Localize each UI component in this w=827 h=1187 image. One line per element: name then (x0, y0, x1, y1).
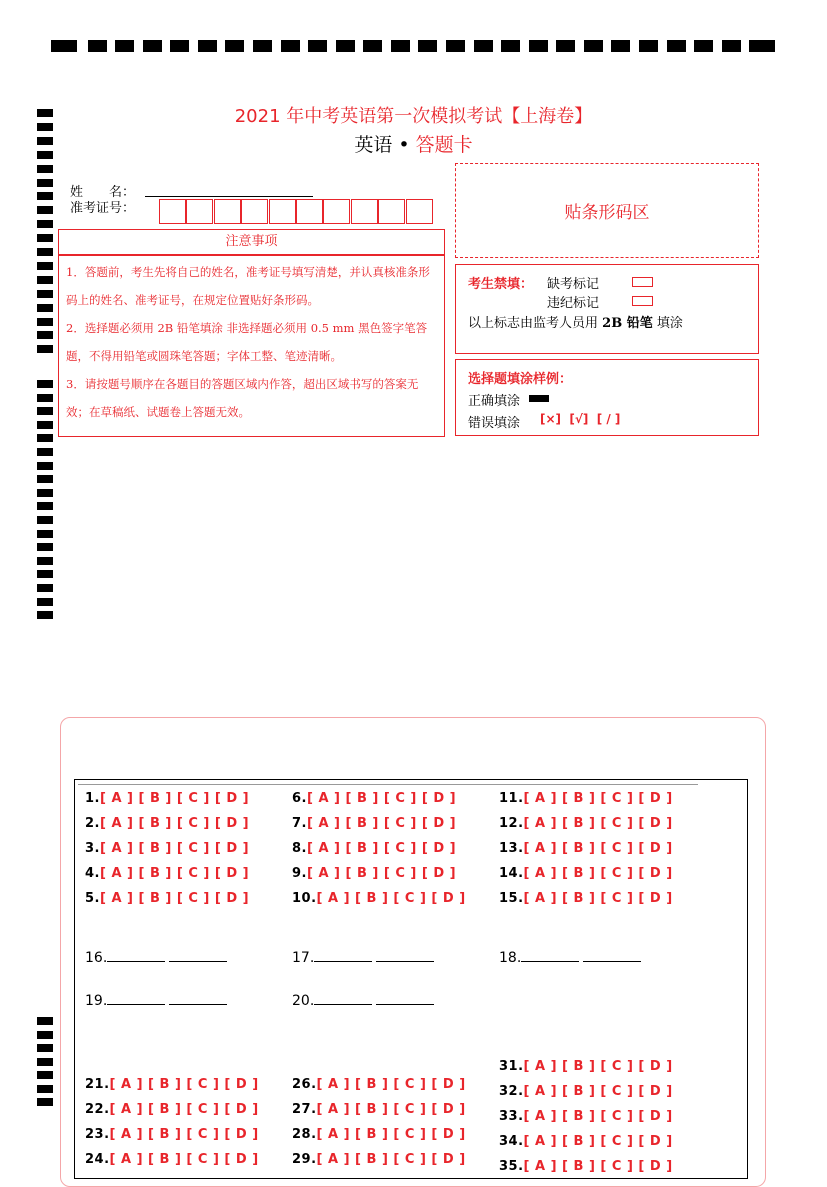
question-number: 14. (499, 866, 524, 881)
question-number: 17. (292, 950, 315, 966)
question-number: 1. (85, 791, 100, 806)
question-number: 4. (85, 866, 100, 881)
answer-blank[interactable] (169, 992, 227, 1005)
absent-label: 缺考标记 (547, 277, 600, 292)
sample-box (455, 359, 759, 436)
forbidden-note (468, 312, 683, 331)
answer-options[interactable]: [ A ] [ B ] [ C ] [ D ] (523, 816, 673, 831)
choice-question[interactable] (85, 891, 249, 906)
question-number: 18. (499, 950, 522, 966)
question-number: 27. (292, 1102, 317, 1117)
answer-options[interactable]: [ A ] [ B ] [ C ] [ D ] (109, 1102, 259, 1117)
question-number: 34. (499, 1134, 524, 1149)
answer-options[interactable]: [ A ] [ B ] [ C ] [ D ] (523, 841, 673, 856)
answer-options[interactable]: [ A ] [ B ] [ C ] [ D ] (316, 891, 466, 906)
notice-box (58, 255, 445, 437)
choice-question[interactable] (499, 866, 673, 881)
question-number: 10. (292, 891, 317, 906)
choice-question[interactable] (85, 816, 249, 831)
answer-options[interactable]: [ A ] [ B ] [ C ] [ D ] (523, 1134, 673, 1149)
answer-options[interactable]: [ A ] [ B ] [ C ] [ D ] (523, 1059, 673, 1074)
id-digit-cell[interactable] (214, 199, 241, 224)
choice-question[interactable] (292, 891, 466, 906)
fill-blank-question[interactable] (292, 949, 438, 966)
correct-label: 正确填涂 (468, 394, 521, 409)
question-number: 26. (292, 1077, 317, 1092)
violation-label: 违纪标记 (547, 296, 600, 311)
choice-question[interactable] (499, 1109, 673, 1124)
question-number: 3. (85, 841, 100, 856)
id-digit-cell[interactable] (159, 199, 186, 224)
exam-title: 2021 年中考英语第一次模拟考试【上海卷】 (234, 106, 593, 127)
card-title (0, 130, 827, 157)
choice-question[interactable] (499, 1159, 673, 1174)
wrong-marks: [×] [√] [ / ] (540, 412, 621, 426)
answer-options[interactable]: [ A ] [ B ] [ C ] [ D ] (306, 841, 457, 856)
id-digit-cell[interactable] (296, 199, 323, 224)
id-label: 准考证号： (70, 201, 136, 216)
id-digit-cell[interactable] (406, 199, 433, 224)
forbidden-note-suffix: 填涂 (656, 316, 683, 331)
question-number: 19. (85, 993, 108, 1009)
choice-question[interactable] (292, 1077, 466, 1092)
choice-question[interactable] (499, 1059, 673, 1074)
answer-options[interactable]: [ A ] [ B ] [ C ] [ D ] (99, 866, 250, 881)
answer-options[interactable]: [ A ] [ B ] [ C ] [ D ] (306, 791, 457, 806)
fill-blank-question[interactable] (499, 949, 645, 966)
correct-fill-sample (529, 395, 549, 402)
forbidden-box (455, 264, 759, 354)
forbidden-title: 考生禁填： (468, 277, 534, 292)
choice-question[interactable] (499, 1084, 673, 1099)
id-digit-cell[interactable] (351, 199, 378, 224)
sample-title: 选择题填涂样例： (468, 372, 573, 387)
question-number: 33. (499, 1109, 524, 1124)
question-number: 32. (499, 1084, 524, 1099)
answer-options[interactable]: [ A ] [ B ] [ C ] [ D ] (306, 816, 457, 831)
question-number: 20. (292, 993, 315, 1009)
fill-blank-question[interactable] (292, 992, 438, 1009)
answer-options[interactable]: [ A ] [ B ] [ C ] [ D ] (316, 1102, 466, 1117)
answer-options[interactable]: [ A ] [ B ] [ C ] [ D ] (523, 1109, 673, 1124)
question-number: 9. (292, 866, 307, 881)
barcode-label: 贴条形码区 (564, 203, 650, 223)
answer-options[interactable]: [ A ] [ B ] [ C ] [ D ] (523, 866, 673, 881)
answer-blank[interactable] (376, 949, 434, 962)
answer-blank[interactable] (521, 949, 579, 962)
title-dot: • (398, 134, 410, 156)
answer-options[interactable]: [ A ] [ B ] [ C ] [ D ] (99, 816, 250, 831)
answer-options[interactable]: [ A ] [ B ] [ C ] [ D ] (306, 866, 457, 881)
question-number: 8. (292, 841, 307, 856)
choice-question[interactable] (85, 866, 249, 881)
answer-rule (78, 784, 698, 785)
answer-options[interactable]: [ A ] [ B ] [ C ] [ D ] (99, 841, 250, 856)
choice-question[interactable] (85, 791, 249, 806)
id-digit-cell[interactable] (323, 199, 350, 224)
answer-options[interactable]: [ A ] [ B ] [ C ] [ D ] (109, 1152, 259, 1167)
question-number: 12. (499, 816, 524, 831)
question-number: 22. (85, 1102, 110, 1117)
fill-blank-question[interactable] (85, 949, 231, 966)
choice-question[interactable] (499, 1134, 673, 1149)
question-number: 2. (85, 816, 100, 831)
question-number: 28. (292, 1127, 317, 1142)
question-number: 15. (499, 891, 524, 906)
question-number: 13. (499, 841, 524, 856)
answer-options[interactable]: [ A ] [ B ] [ C ] [ D ] (99, 891, 250, 906)
choice-question[interactable] (499, 841, 673, 856)
choice-question[interactable] (85, 1077, 259, 1092)
answer-blank[interactable] (107, 992, 165, 1005)
notice-title: 注意事项 (225, 234, 278, 249)
question-number: 7. (292, 816, 307, 831)
question-number: 29. (292, 1152, 317, 1167)
forbidden-note-bold: 2B 铅笔 (602, 316, 653, 331)
choice-question[interactable] (292, 841, 456, 856)
name-field[interactable] (145, 196, 313, 197)
question-number: 23. (85, 1127, 110, 1142)
question-number: 31. (499, 1059, 524, 1074)
answer-blank[interactable] (314, 949, 372, 962)
question-number: 6. (292, 791, 307, 806)
choice-question[interactable] (499, 791, 673, 806)
question-number: 24. (85, 1152, 110, 1167)
question-number: 21. (85, 1077, 110, 1092)
barcode-area (455, 163, 759, 258)
answer-blank[interactable] (169, 949, 227, 962)
question-number: 11. (499, 791, 524, 806)
answer-blank[interactable] (314, 992, 372, 1005)
notice-item-2: 2．选择题必须用 2B 铅笔填涂 非选择题必须用 0.5 mm 黑色签字笔答题，不得用铅笔或圆珠笔答题；字体工整、笔迹清晰。 (66, 321, 428, 363)
answer-blank[interactable] (583, 949, 641, 962)
answer-options[interactable]: [ A ] [ B ] [ C ] [ D ] (316, 1077, 466, 1092)
wrong-label: 错误填涂 (468, 416, 521, 431)
forbidden-note-prefix: 以上标志由监考人员用 (468, 316, 599, 331)
choice-question[interactable] (499, 816, 673, 831)
card-label: 答题卡 (415, 134, 473, 156)
choice-question[interactable] (85, 1102, 259, 1117)
id-digit-cell[interactable] (269, 199, 296, 224)
violation-mark-box[interactable] (632, 296, 653, 306)
fill-blank-question[interactable] (85, 992, 231, 1009)
id-digit-cell[interactable] (378, 199, 405, 224)
choice-question[interactable] (85, 841, 249, 856)
answer-options[interactable]: [ A ] [ B ] [ C ] [ D ] (316, 1152, 466, 1167)
choice-question[interactable] (292, 816, 456, 831)
choice-question[interactable] (292, 866, 456, 881)
name-label: 姓 名： (70, 185, 136, 200)
answer-options[interactable]: [ A ] [ B ] [ C ] [ D ] (523, 1159, 673, 1174)
answer-options[interactable]: [ A ] [ B ] [ C ] [ D ] (99, 791, 250, 806)
answer-options[interactable]: [ A ] [ B ] [ C ] [ D ] (523, 791, 673, 806)
answer-options[interactable]: [ A ] [ B ] [ C ] [ D ] (109, 1127, 259, 1142)
notice-item-3: 3．请按题号顺序在各题目的答题区域内作答，超出区域书写的答案无效；在草稿纸、试题卷上答题无效。 (66, 377, 419, 419)
answer-blank[interactable] (107, 949, 165, 962)
choice-question[interactable] (85, 1127, 259, 1142)
choice-question[interactable] (292, 1102, 466, 1117)
choice-question[interactable] (292, 1152, 466, 1167)
notice-item-1: 1．答题前，考生先将自己的姓名，准考证号填写清楚，并认真核准条形码上的姓名、准考证号，在规定位置贴好条形码。 (66, 265, 430, 307)
choice-question[interactable] (85, 1152, 259, 1167)
id-digit-cell[interactable] (186, 199, 213, 224)
absent-mark-box[interactable] (632, 277, 653, 287)
answer-options[interactable]: [ A ] [ B ] [ C ] [ D ] (523, 891, 673, 906)
choice-question[interactable] (292, 1127, 466, 1142)
choice-question[interactable] (292, 791, 456, 806)
answer-options[interactable]: [ A ] [ B ] [ C ] [ D ] (523, 1084, 673, 1099)
answer-options[interactable]: [ A ] [ B ] [ C ] [ D ] (316, 1127, 466, 1142)
answer-options[interactable]: [ A ] [ B ] [ C ] [ D ] (109, 1077, 259, 1092)
notice-title-box (58, 229, 445, 255)
answer-blank[interactable] (376, 992, 434, 1005)
choice-question[interactable] (499, 891, 673, 906)
id-digit-cell[interactable] (241, 199, 268, 224)
question-number: 16. (85, 950, 108, 966)
question-number: 35. (499, 1159, 524, 1174)
question-number: 5. (85, 891, 100, 906)
subject-label: 英语 (354, 134, 393, 156)
